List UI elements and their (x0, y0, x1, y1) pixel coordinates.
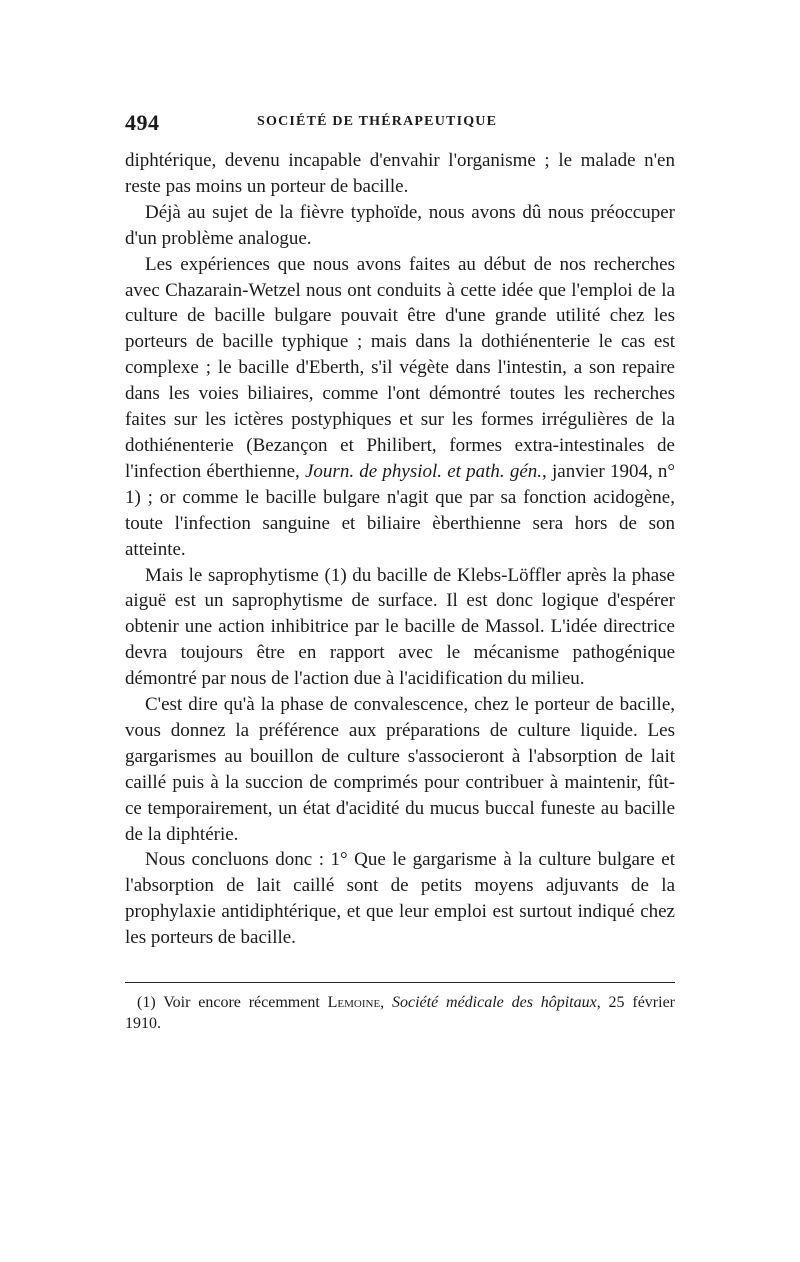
paragraph-3-text-b: , janvier 1904, n° 1) ; or comme le bacille bulgare n'agit que par sa fonction acidogène, toute l'infection sanguine et biliaire èberthienne sera hors de son atteinte. (125, 460, 675, 560)
footnote-author: Lemoine (327, 994, 381, 1011)
footnote-text (125, 992, 675, 1034)
journal-citation: Journ. de physiol. et path. gén. (305, 460, 543, 482)
footnote-prefix: (1) Voir encore récemment (137, 994, 328, 1011)
paragraph-3-text-a: Les expériences que nous avons faites au début de nos recherches avec Chazarain-Wetzel nous ont conduits à cette idée que l'emploi de la culture de bacille bulgare pouvait être d'une grande utilité chez les porteurs de bacille typhique ; mais dans la dothiénenterie le cas est complexe ; le bacille d'Eberth, s'il végète dans l'intestin, a son repaire dans les voies biliaires, comme l'ont démontré toutes les recherches faites sur les ictères postyphiques et sur les formes irrégulières de la dothiénenterie (Bezançon et Philibert, formes extra-intestinales de l'infection éberthienne, (125, 253, 675, 482)
paragraph-1: diphtérique, devenu incapable d'envahir l'organisme ; le malade n'en reste pas moins un porteur de bacille. (125, 150, 675, 197)
paragraph-2: Déjà au sujet de la fièvre typhoïde, nous avons dû nous préoccuper d'un problème analogue. (125, 201, 675, 249)
footnote-divider (125, 982, 675, 983)
body-text (125, 148, 675, 951)
footnote-journal: Société médicale des hôpitaux (392, 994, 597, 1011)
paragraph-5: C'est dire qu'à la phase de convalescence, chez le porteur de bacille, vous donnez la préférence aux préparations de culture liquide. Les gargarismes au bouillon de culture s'associeront à l'absorption de lait caillé puis à la succion de comprimés pour contribuer à maintenir, fût-ce temporairement, un état d'acidité du mucus buccal funeste au bacille de la diphtérie. (125, 694, 675, 845)
paragraph-6: Nous concluons donc : 1° Que le gargarisme à la culture bulgare et l'absorption de lait caillé sont de petits moyens adjuvants de la prophylaxie antidiphtérique, et que leur emploi est surtout indiqué chez les porteurs de bacille. (125, 849, 675, 949)
paragraph-3 (125, 252, 675, 563)
footnote-sep: , (380, 994, 392, 1011)
page-number: 494 (125, 110, 160, 135)
paragraph-4: Mais le saprophytisme (1) du bacille de Klebs-Löffler après la phase aiguë est un saprophytisme de surface. Il est donc logique d'espérer obtenir une action inhibitrice par le bacille de Massol. L'idée directrice devra toujours être en rapport avec le mécanisme pathogénique démontré par nous de l'action due à l'acidification du milieu. (125, 564, 675, 690)
running-title: SOCIÉTÉ DE THÉRAPEUTIQUE (257, 114, 498, 129)
page-header (125, 110, 685, 140)
footnote (125, 992, 675, 1034)
footnote-date: , 25 février 1910. (125, 994, 676, 1032)
